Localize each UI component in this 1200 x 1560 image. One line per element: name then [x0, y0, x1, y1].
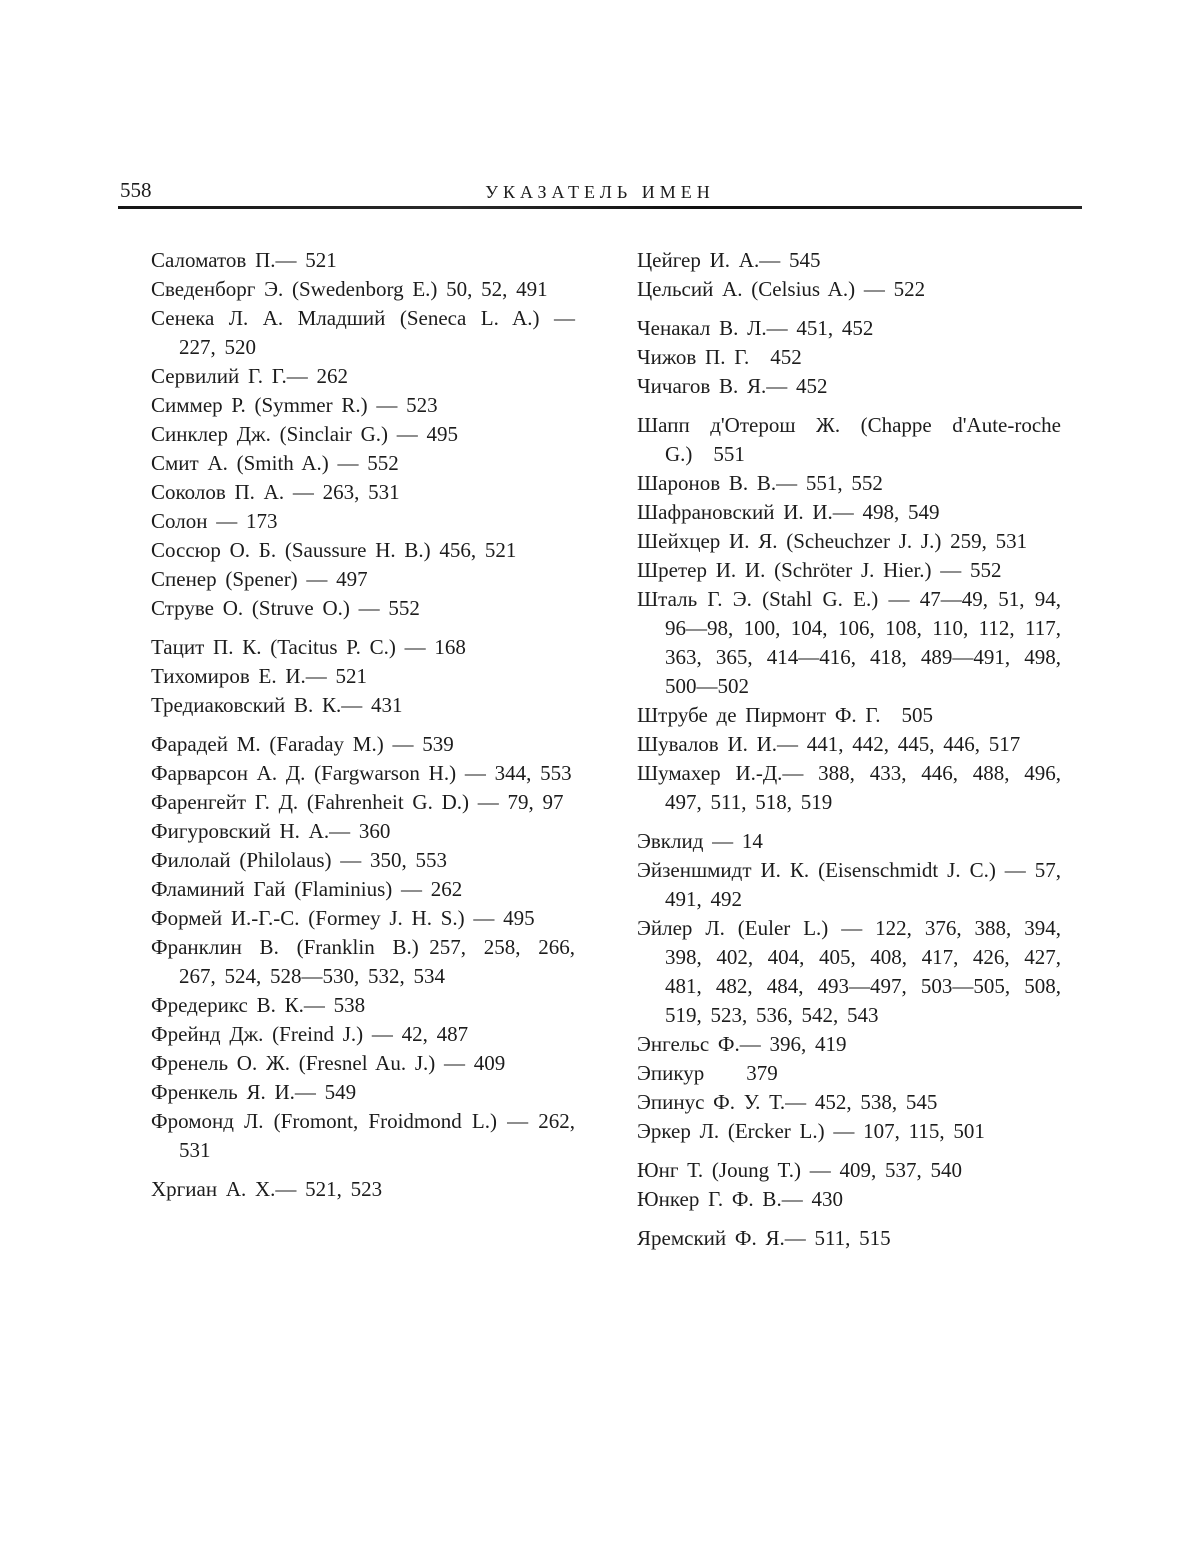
index-entry: Фарварсон А. Д. (Fargwarson H.) — 344, 553 [151, 761, 572, 785]
index-letter-group [637, 314, 1061, 401]
index-entry: Фарадей М. (Faraday M.) — 539 [151, 732, 454, 756]
index-entry: Франклин В. (Franklin B.) 257, 258, 266, 267, 524, 528—530, 532, 534 [151, 935, 575, 988]
index-entry: Фредерикс В. К.— 538 [151, 993, 366, 1017]
index-entry: Шейхцер И. Я. (Scheuchzer J. J.) 259, 531 [637, 529, 1028, 553]
index-letter-group [151, 246, 575, 623]
page-number: 558 [120, 178, 152, 202]
index-entry: Шапп д'Отерош Ж. (Chappe d'Aute-roche G.) 551 [637, 413, 1061, 466]
index-entry: Струве О. (Struve O.) — 552 [151, 596, 420, 620]
index-letter-group [637, 1156, 1061, 1214]
index-letter-group [151, 633, 575, 720]
index-entry: Эвклид — 14 [637, 829, 763, 853]
index-letter-group [151, 730, 575, 1165]
index-entry: Солон — 173 [151, 509, 278, 533]
index-entry: Ченакал В. Л.— 451, 452 [637, 316, 874, 340]
index-entry: Шувалов И. И.— 441, 442, 445, 446, 517 [637, 732, 1021, 756]
index-letter-group [151, 1175, 575, 1204]
index-entry: Фрейнд Дж. (Freind J.) — 42, 487 [151, 1022, 469, 1046]
index-entry: Спенер (Spener) — 497 [151, 567, 368, 591]
index-entry: Соколов П. А. — 263, 531 [151, 480, 400, 504]
index-column-right [637, 246, 1061, 1253]
index-entry: Шталь Г. Э. (Stahl G. E.) — 47—49, 51, 94, 96—98, 100, 104, 106, 108, 110, 112, 117, 363, 365, 414—416, 418, 489—491, 498, 500—502 [637, 587, 1061, 698]
index-columns [151, 246, 1061, 1253]
index-entry: Шретер И. И. (Schröter J. Hier.) — 552 [637, 558, 1002, 582]
index-entry: Сервилий Г. Г.— 262 [151, 364, 348, 388]
index-entry: Саломатов П.— 521 [151, 248, 337, 272]
index-entry: Шафрановский И. И.— 498, 549 [637, 500, 940, 524]
index-entry: Шумахер И.-Д.— 388, 433, 446, 488, 496, 497, 511, 518, 519 [637, 761, 1061, 814]
header-rule [118, 206, 1082, 209]
index-entry: Симмер Р. (Symmer R.) — 523 [151, 393, 438, 417]
index-letter-group [637, 411, 1061, 817]
index-entry: Эйлер Л. (Euler L.) — 122, 376, 388, 394, 398, 402, 404, 405, 408, 417, 426, 427, 481, 482, 484, 493—497, 503—505, 508, 519, 523, 536, 542, 543 [637, 916, 1061, 1027]
index-entry: Фигуровский Н. А.— 360 [151, 819, 391, 843]
index-entry: Смит А. (Smith A.) — 552 [151, 451, 399, 475]
index-entry: Соссюр О. Б. (Saussure H. B.) 456, 521 [151, 538, 517, 562]
index-entry: Чичагов В. Я.— 452 [637, 374, 828, 398]
index-entry: Хргиан А. Х.— 521, 523 [151, 1177, 383, 1201]
index-entry: Эпикур 379 [637, 1061, 778, 1085]
index-entry: Сведенборг Э. (Swedenborg E.) 50, 52, 491 [151, 277, 548, 301]
index-entry: Штрубе де Пирмонт Ф. Г. 505 [637, 703, 933, 727]
index-column-left [151, 246, 575, 1253]
index-entry: Яремский Ф. Я.— 511, 515 [637, 1226, 891, 1250]
index-entry: Френель О. Ж. (Fresnel Au. J.) — 409 [151, 1051, 506, 1075]
index-entry: Филолай (Philolaus) — 350, 553 [151, 848, 447, 872]
index-entry: Фламиний Гай (Flaminius) — 262 [151, 877, 463, 901]
index-entry: Шаронов В. В.— 551, 552 [637, 471, 883, 495]
index-letter-group [637, 827, 1061, 1146]
index-entry: Эпинус Ф. У. Т.— 452, 538, 545 [637, 1090, 938, 1114]
index-entry: Цельсий А. (Celsius A.) — 522 [637, 277, 926, 301]
index-entry: Синклер Дж. (Sinclair G.) — 495 [151, 422, 459, 446]
index-entry: Сенека Л. А. Младший (Seneca L. A.) — 227, 520 [151, 306, 575, 359]
index-entry: Френкель Я. И.— 549 [151, 1080, 357, 1104]
index-entry: Юнг Т. (Joung T.) — 409, 537, 540 [637, 1158, 962, 1182]
index-entry: Чижов П. Г. 452 [637, 345, 802, 369]
index-entry: Формей И.-Г.-С. (Formey J. H. S.) — 495 [151, 906, 535, 930]
index-entry: Тацит П. К. (Tacitus P. C.) — 168 [151, 635, 466, 659]
index-entry: Эркер Л. (Ercker L.) — 107, 115, 501 [637, 1119, 985, 1143]
index-entry: Эйзеншмидт И. К. (Eisenschmidt J. C.) — 57, 491, 492 [637, 858, 1061, 911]
index-entry: Цейгер И. А.— 545 [637, 248, 821, 272]
index-entry: Юнкер Г. Ф. В.— 430 [637, 1187, 843, 1211]
index-entry: Фромонд Л. (Fromont, Froidmond L.) — 262, 531 [151, 1109, 575, 1162]
index-letter-group [637, 246, 1061, 304]
page-header-title: УКАЗАТЕЛЬ ИМЕН [485, 182, 715, 202]
index-entry: Тредиаковский В. К.— 431 [151, 693, 403, 717]
index-entry: Фаренгейт Г. Д. (Fahrenheit G. D.) — 79, 97 [151, 790, 564, 814]
index-entry: Энгельс Ф.— 396, 419 [637, 1032, 847, 1056]
index-entry: Тихомиров Е. И.— 521 [151, 664, 368, 688]
index-letter-group [637, 1224, 1061, 1253]
